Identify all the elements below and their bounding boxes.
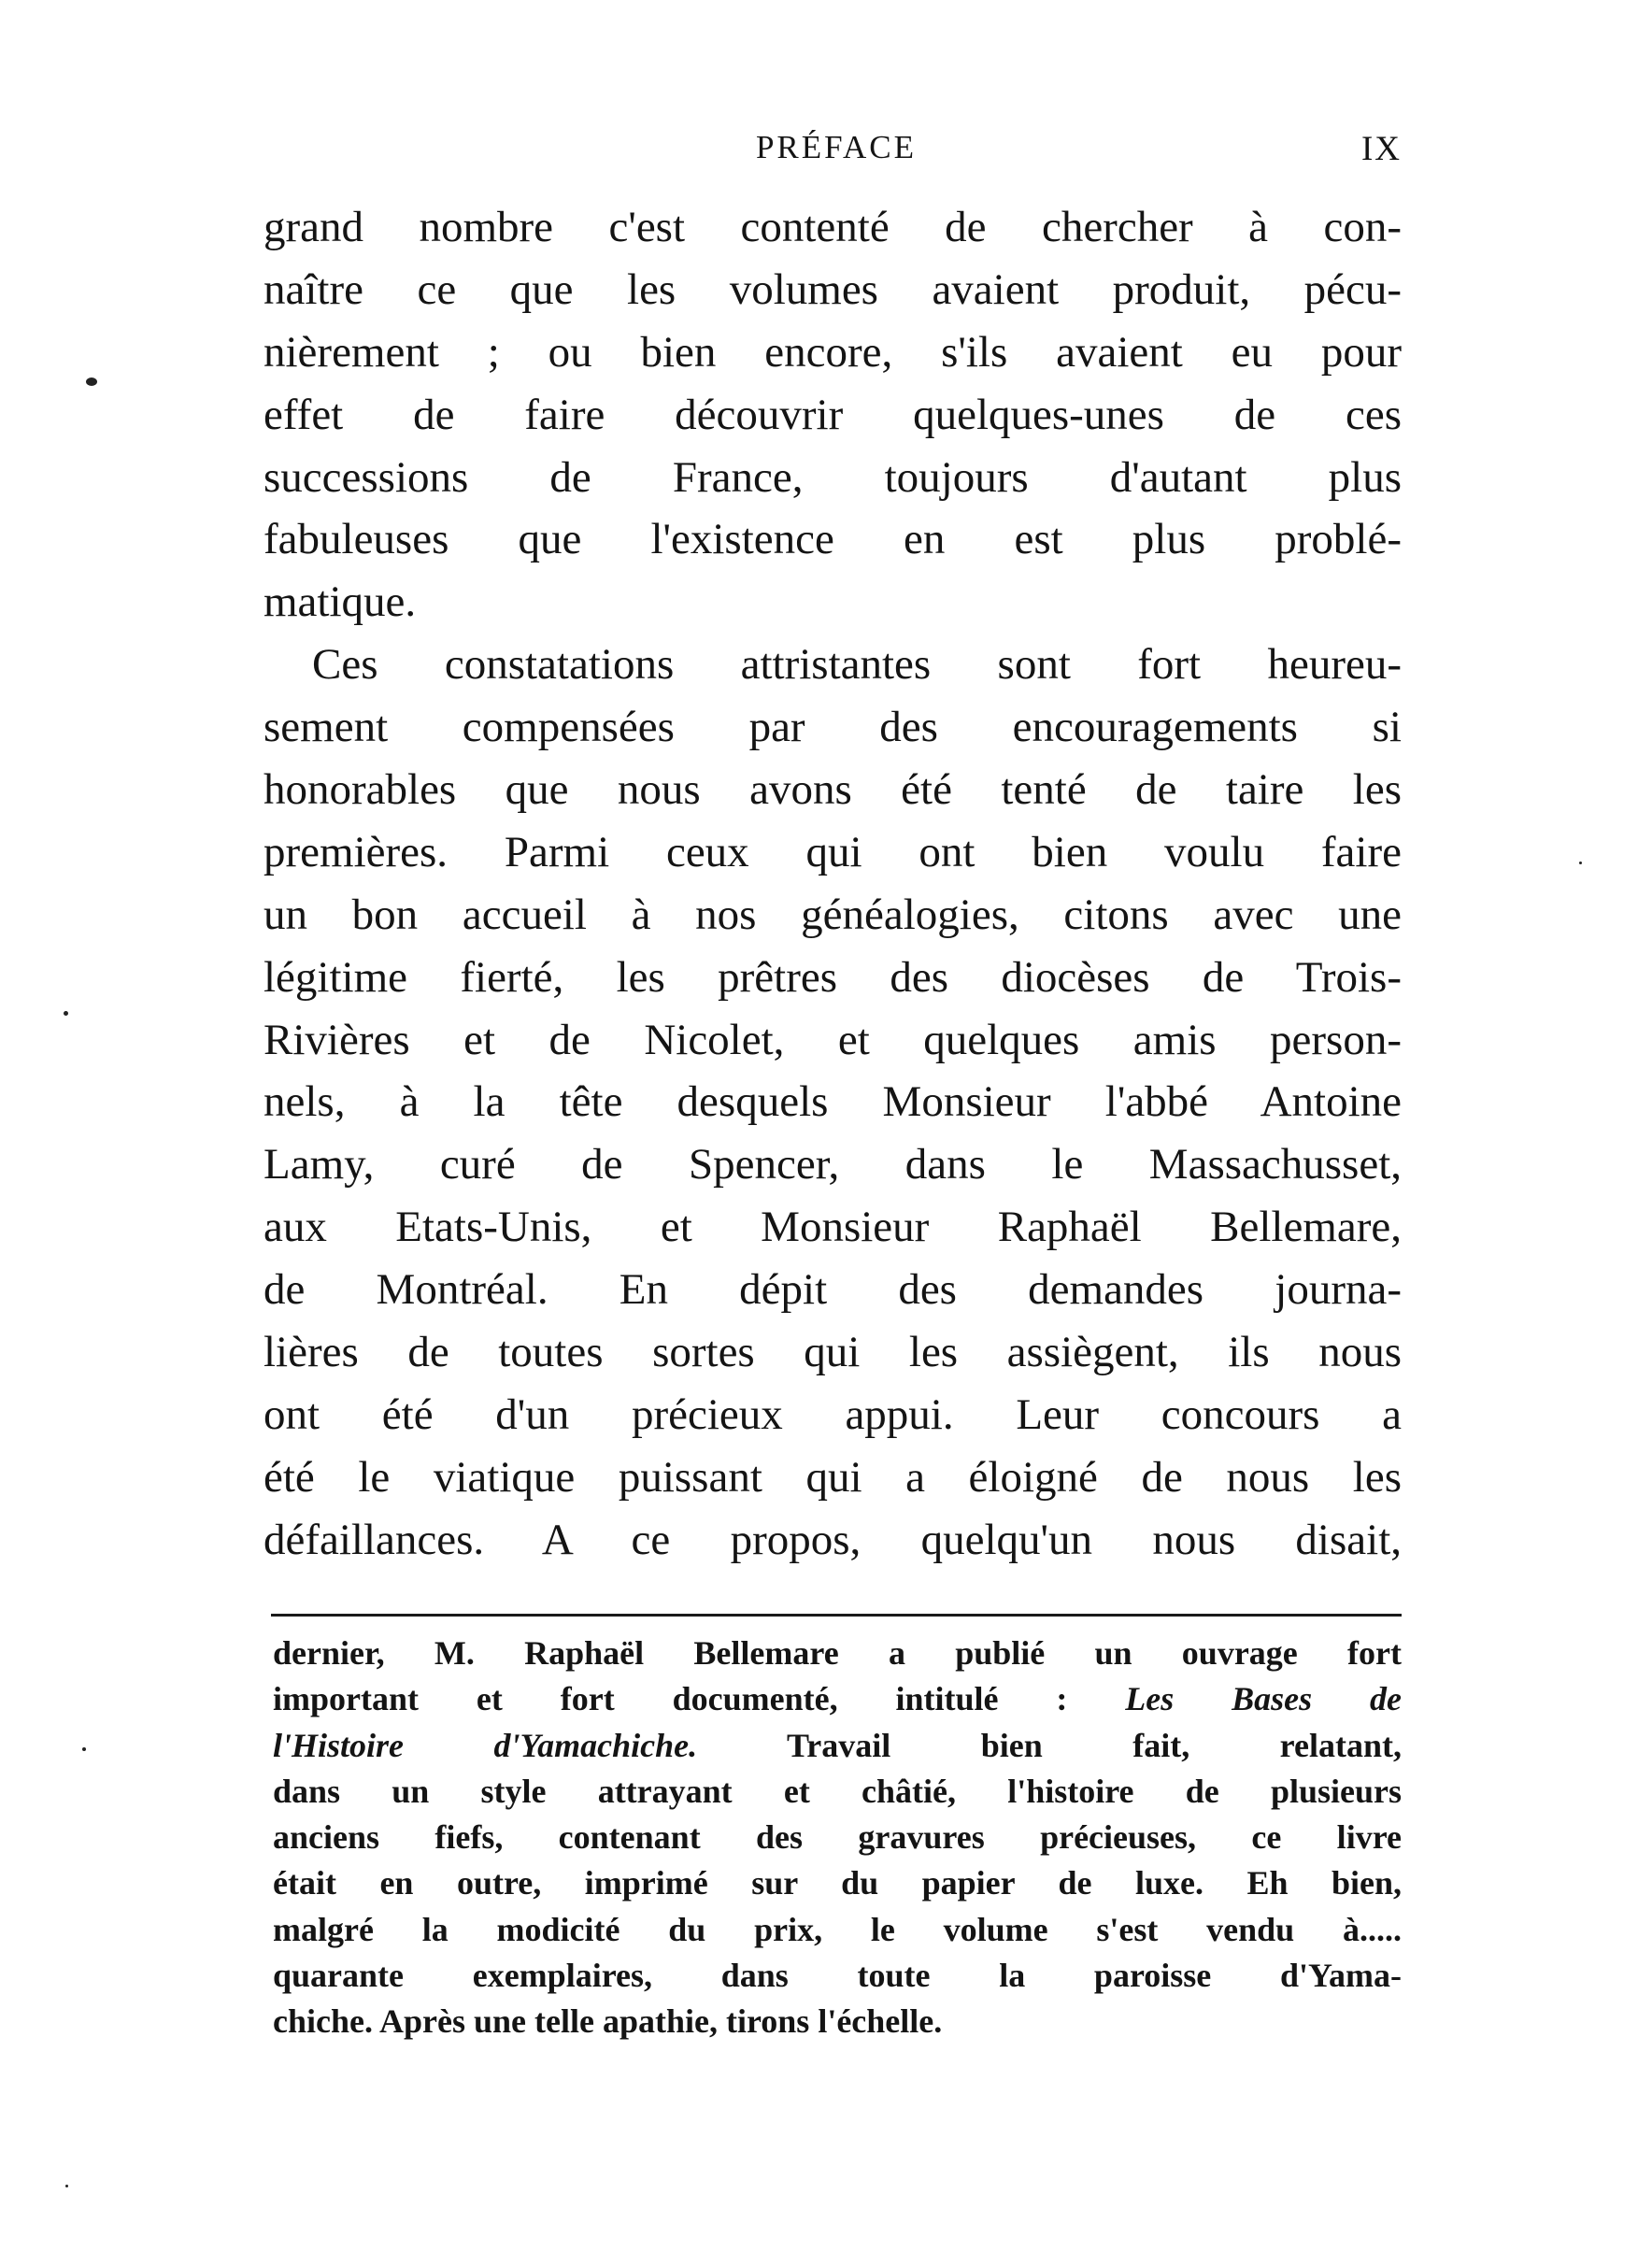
text-line: sement compensées par des encouragements si: [263, 703, 1402, 752]
footnote-line: malgré la modicité du prix, le volume s'est vendu à.....: [273, 1910, 1402, 1948]
text-line: Lamy, curé de Spencer, dans le Massachusset,: [263, 1140, 1402, 1189]
text-line: premières. Parmi ceux qui ont bien voulu faire: [263, 827, 1402, 876]
scan-speck: [65, 2185, 68, 2187]
text-line: légitime fierté, les prêtres des diocèses de Trois-: [263, 952, 1402, 1002]
scan-speck: [86, 378, 97, 386]
text-line: effet de faire découvrir quelques-unes de ces: [263, 390, 1402, 439]
footnote-text: Travail bien fait, relatant,: [786, 1726, 1402, 1764]
text-line: honorables que nous avons été tenté de taire les: [263, 765, 1402, 815]
scan-speck: [64, 1011, 68, 1016]
text-line: un bon accueil à nos généalogies, citons avec une: [263, 890, 1402, 939]
main-text: [263, 196, 1402, 1572]
text-line: fabuleuses que l'existence en est plus problé-: [263, 515, 1402, 564]
text-line: grand nombre c'est contenté de chercher à con-: [263, 203, 1402, 251]
footnote-line: [273, 1676, 1402, 1722]
text-line: ont été d'un précieux appui. Leur concours a: [263, 1389, 1402, 1439]
footnote-line: quarante exemplaires, dans toute la paroisse d'Yama-: [273, 1957, 1402, 1995]
footnote-line: dernier, M. Raphaël Bellemare a publié un ouvrage fort: [273, 1634, 1402, 1672]
footnote-line: chiche. Après une telle apathie, tirons l'échelle.: [273, 2002, 943, 2041]
text-line: nièrement ; ou bien encore, s'ils avaient eu pour: [263, 327, 1402, 377]
text-line: été le viatique puissant qui a éloigné de nous les: [263, 1452, 1402, 1502]
book-title-italic: Les Bases de: [1125, 1680, 1403, 1718]
footnote-line: était en outre, imprimé sur du papier de luxe. Eh bien,: [273, 1864, 1402, 1902]
text-line: aux Etats-Unis, et Monsieur Raphaël Bellemare,: [263, 1203, 1402, 1252]
footnote-text: important et fort documenté, intitulé :: [273, 1680, 1068, 1718]
text-line: successions de France, toujours d'autant plus: [263, 452, 1402, 502]
text-line: lières de toutes sortes qui les assiègent, ils nous: [263, 1328, 1402, 1377]
page-header: [271, 129, 1402, 176]
book-title-italic: l'Histoire d'Yamachiche.: [273, 1726, 698, 1764]
text-line: Ces constatations attristantes sont fort heureu-: [312, 640, 1402, 690]
scan-speck: [1579, 862, 1582, 864]
footnote: [273, 1631, 1402, 2045]
scan-speck: [82, 1747, 86, 1751]
text-line: de Montréal. En dépit des demandes journa-: [263, 1265, 1402, 1315]
running-head: PRÉFACE: [755, 129, 918, 165]
footnote-line: [273, 1723, 1402, 1769]
footnote-rule: [271, 1614, 1402, 1617]
text-line: Rivières et de Nicolet, et quelques amis person-: [263, 1015, 1402, 1064]
footnote-line: anciens fiefs, contenant des gravures précieuses, ce livre: [273, 1818, 1402, 1857]
footnote-line: dans un style attrayant et châtié, l'histoire de plusieurs: [273, 1772, 1402, 1810]
text-line: matique.: [263, 577, 417, 627]
page-number: IX: [1360, 130, 1402, 168]
text-line: nels, à la tête desquels Monsieur l'abbé Antoine: [263, 1077, 1402, 1127]
text-line: naître ce que les volumes avaient produit, pécu-: [263, 264, 1402, 314]
text-line: défaillances. A ce propos, quelqu'un nous disait,: [263, 1515, 1402, 1564]
